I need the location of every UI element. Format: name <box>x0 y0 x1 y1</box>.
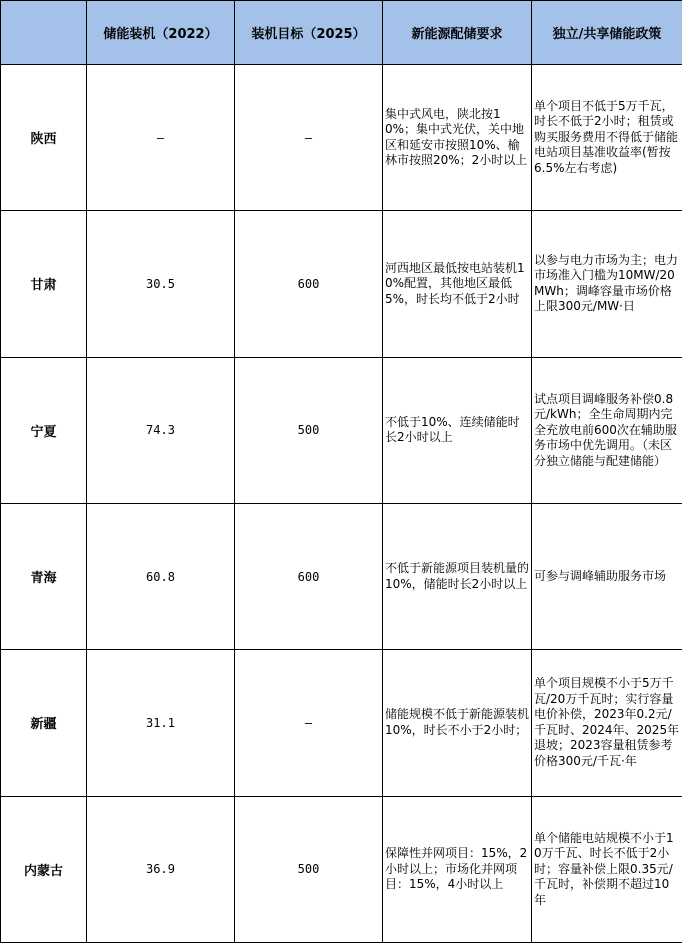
requirement-cell: 河西地区最低按电站装机10%配置，其他地区最低5%，时长均不低于2小时 <box>383 211 532 357</box>
requirement-cell: 保障性并网项目：15%，2小时以上；市场化并网项目：15%，4小时以上 <box>383 796 532 942</box>
policy-cell: 以参与电力市场为主；电力市场准入门槛为10MW/20MWh；调峰容量市场价格上限300元/MW·日 <box>532 211 682 357</box>
header-region <box>1 1 87 65</box>
table-row <box>1 357 682 503</box>
region-cell: 内蒙古 <box>1 796 87 942</box>
region-cell: 甘肃 <box>1 211 87 357</box>
header-independent-storage-policy: 独立/共享储能政策 <box>532 1 682 65</box>
region-cell: 新疆 <box>1 650 87 796</box>
installed-2022-cell: 36.9 <box>87 796 235 942</box>
region-cell: 陕西 <box>1 65 87 211</box>
policy-cell: 单个项目不低于5万千瓦，时长不低于2小时；租赁或购买服务费用不得低于储能电站项目基准收益率(暂按6.5%左右考虑) <box>532 65 682 211</box>
policy-cell: 单个项目规模不小于5万千瓦/20万千瓦时；实行容量电价补偿，2023年0.2元/千瓦时、2024年、2025年退坡；2023容量租赁参考价格300元/千瓦·年 <box>532 650 682 796</box>
table-row <box>1 650 682 796</box>
target-2025-cell: 600 <box>235 211 383 357</box>
installed-2022-cell: – <box>87 65 235 211</box>
policy-cell: 单个储能电站规模不小于10万千瓦、时长不低于2小时；容量补偿上限0.35元/千瓦时，补偿期不超过10年 <box>532 796 682 942</box>
target-2025-cell: – <box>235 650 383 796</box>
policy-cell: 可参与调峰辅助服务市场 <box>532 503 682 649</box>
table-row <box>1 65 682 211</box>
requirement-cell: 不低于10%、连续储能时长2小时以上 <box>383 357 532 503</box>
header-row <box>1 1 682 65</box>
installed-2022-cell: 30.5 <box>87 211 235 357</box>
requirement-cell: 集中式风电，陕北按10%；集中式光伏，关中地区和延安市按照10%、榆林市按照20%；2小时以上 <box>383 65 532 211</box>
installed-2022-cell: 74.3 <box>87 357 235 503</box>
header-target-2025: 装机目标（2025） <box>235 1 383 65</box>
table-row <box>1 503 682 649</box>
target-2025-cell: – <box>235 65 383 211</box>
region-cell: 宁夏 <box>1 357 87 503</box>
table-row <box>1 796 682 942</box>
requirement-cell: 储能规模不低于新能源装机10%，时长不小于2小时； <box>383 650 532 796</box>
header-storage-requirement: 新能源配储要求 <box>383 1 532 65</box>
target-2025-cell: 600 <box>235 503 383 649</box>
region-cell: 青海 <box>1 503 87 649</box>
policy-cell: 试点项目调峰服务补偿0.8元/kWh；全生命周期内完全充放电前600次在辅助服务市场中优先调用。（未区分独立储能与配建储能） <box>532 357 682 503</box>
requirement-cell: 不低于新能源项目装机量的10%，储能时长2小时以上 <box>383 503 532 649</box>
target-2025-cell: 500 <box>235 357 383 503</box>
target-2025-cell: 500 <box>235 796 383 942</box>
header-installed-2022: 储能装机（2022） <box>87 1 235 65</box>
table-row <box>1 211 682 357</box>
installed-2022-cell: 31.1 <box>87 650 235 796</box>
installed-2022-cell: 60.8 <box>87 503 235 649</box>
